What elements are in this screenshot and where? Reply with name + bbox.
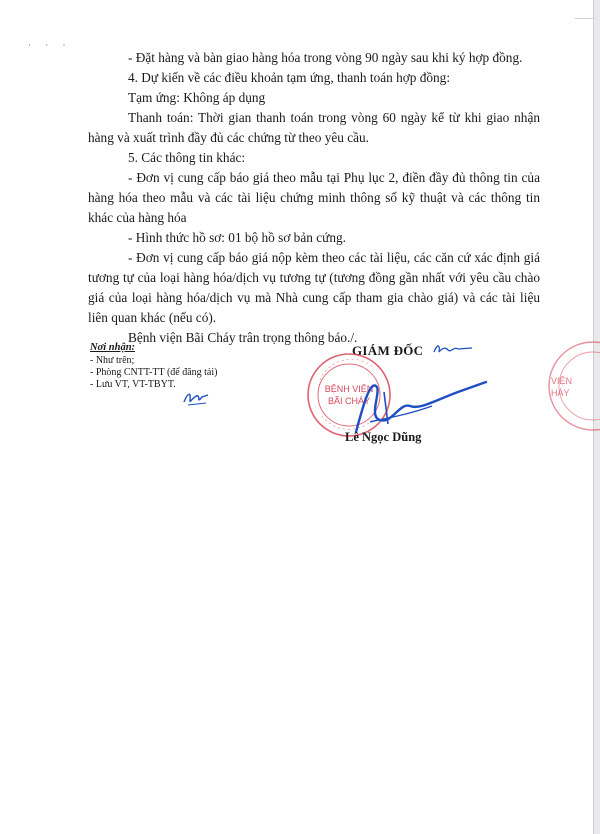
paragraph-advance: Tạm ứng: Không áp dụng (128, 90, 266, 105)
recipients-title: Nơi nhận: (90, 342, 136, 353)
paragraph-attachments: - Đơn vị cung cấp báo giá nộp kèm theo các tài liệu, các căn cứ xác định giá tương tự của loại hàng hóa/dịch vụ tương tự (tương đồng gần nhất với yêu cầu chào giá của loại hàng hóa/dịch vụ mà Nhà cung cấp tham gia chào giá) và các tài liệu liên quan khác (nếu có). (88, 250, 540, 325)
stamp-line2: BÃI CHÁY (327, 396, 371, 406)
paragraph-payment-terms-heading: 4. Dự kiến về các điều khoản tạm ứng, thanh toán hợp đồng: (128, 70, 451, 85)
scan-artifact: · · · (28, 40, 72, 50)
paragraph-other-info-heading: 5. Các thông tin khác: (128, 150, 246, 165)
paragraph-dossier-form: - Hình thức hồ sơ: 01 bộ hồ sơ bản cứng. (128, 230, 346, 245)
partial-stamp-icon (545, 338, 600, 438)
signer-name: Lê Ngọc Dũng (345, 430, 422, 444)
paragraph-delivery: - Đặt hàng và bàn giao hàng hóa trong vòng 90 ngày sau khi ký hợp đồng. (128, 50, 523, 65)
recipient-item: - Như trên; (90, 355, 135, 366)
window-corner (575, 0, 594, 19)
director-signature-icon (340, 362, 490, 437)
paragraph-payment: Thanh toán: Thời gian thanh toán trong vòng 60 ngày kể từ khi giao nhận hàng và xuất trình đầy đủ các chứng từ theo yêu cầu. (88, 110, 540, 145)
document-body (88, 48, 540, 348)
small-signature-icon (432, 340, 474, 360)
paragraph-quote-form: - Đơn vị cung cấp báo giá theo mẫu tại Phụ lục 2, điền đầy đủ thông tin của hàng hóa theo mẫu và các tài liệu chứng minh thông số kỹ thuật và các thông tin khác của hàng hóa (88, 170, 540, 225)
initials-signature-icon (182, 388, 214, 408)
recipient-item: - Lưu VT, VT-TBYT. (90, 379, 176, 390)
stamp-line1: BỆNH VIỆN (324, 384, 374, 394)
paragraph-closing: Bệnh viện Bãi Cháy trân trọng thông báo./. (128, 330, 358, 345)
recipient-item: - Phòng CNTT-TT (để đăng tải) (90, 367, 218, 378)
partial-stamp-line1: VIỆN (551, 376, 573, 386)
partial-stamp-line2: HÁY (551, 388, 570, 398)
recipients-block (90, 342, 217, 391)
signer-title: GIÁM ĐỐC (352, 343, 424, 358)
